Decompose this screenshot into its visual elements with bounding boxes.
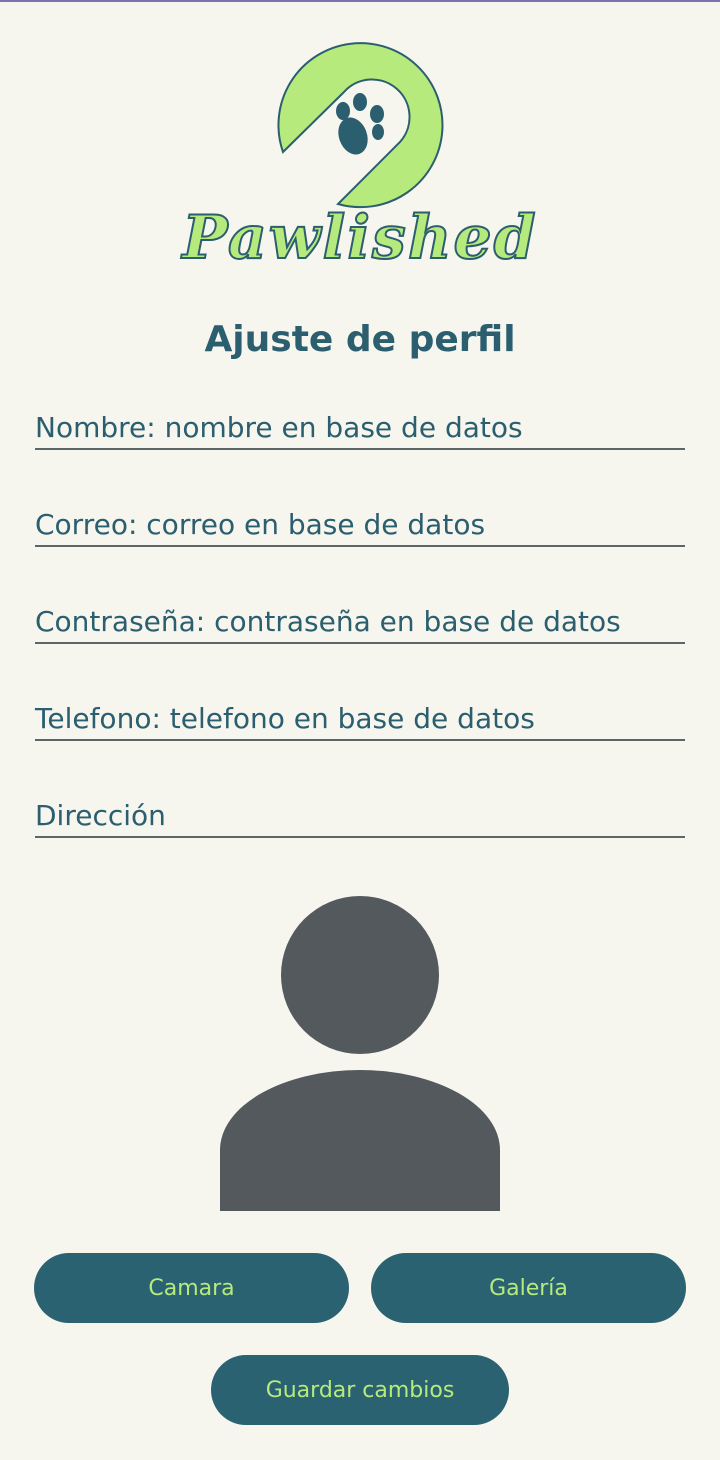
top-divider: [0, 0, 720, 2]
contrasena-field[interactable]: [35, 592, 685, 644]
avatar-body: [220, 1070, 500, 1211]
direccion-field-text: Dirección: [35, 799, 166, 832]
save-changes-button[interactable]: Guardar cambios: [211, 1355, 509, 1425]
page-title: Ajuste de perfil: [204, 319, 516, 360]
nombre-field[interactable]: [35, 398, 685, 450]
telefono-field-text: Telefono: telefono en base de datos: [35, 702, 535, 735]
telefono-field[interactable]: [35, 689, 685, 741]
paw-icon: [333, 93, 384, 159]
galeria-button[interactable]: Galería: [371, 1253, 686, 1323]
contrasena-field-text: Contraseña: contraseña en base de datos: [35, 605, 621, 638]
camara-button[interactable]: Camara: [34, 1253, 349, 1323]
avatar-head: [281, 896, 439, 1054]
logo-wordmark: Pawlished: [182, 203, 538, 273]
logo-icon: [272, 34, 448, 210]
correo-field-text: Correo: correo en base de datos: [35, 508, 486, 541]
correo-field[interactable]: [35, 495, 685, 547]
direccion-field[interactable]: [35, 786, 685, 838]
nombre-field-text: Nombre: nombre en base de datos: [35, 411, 523, 444]
